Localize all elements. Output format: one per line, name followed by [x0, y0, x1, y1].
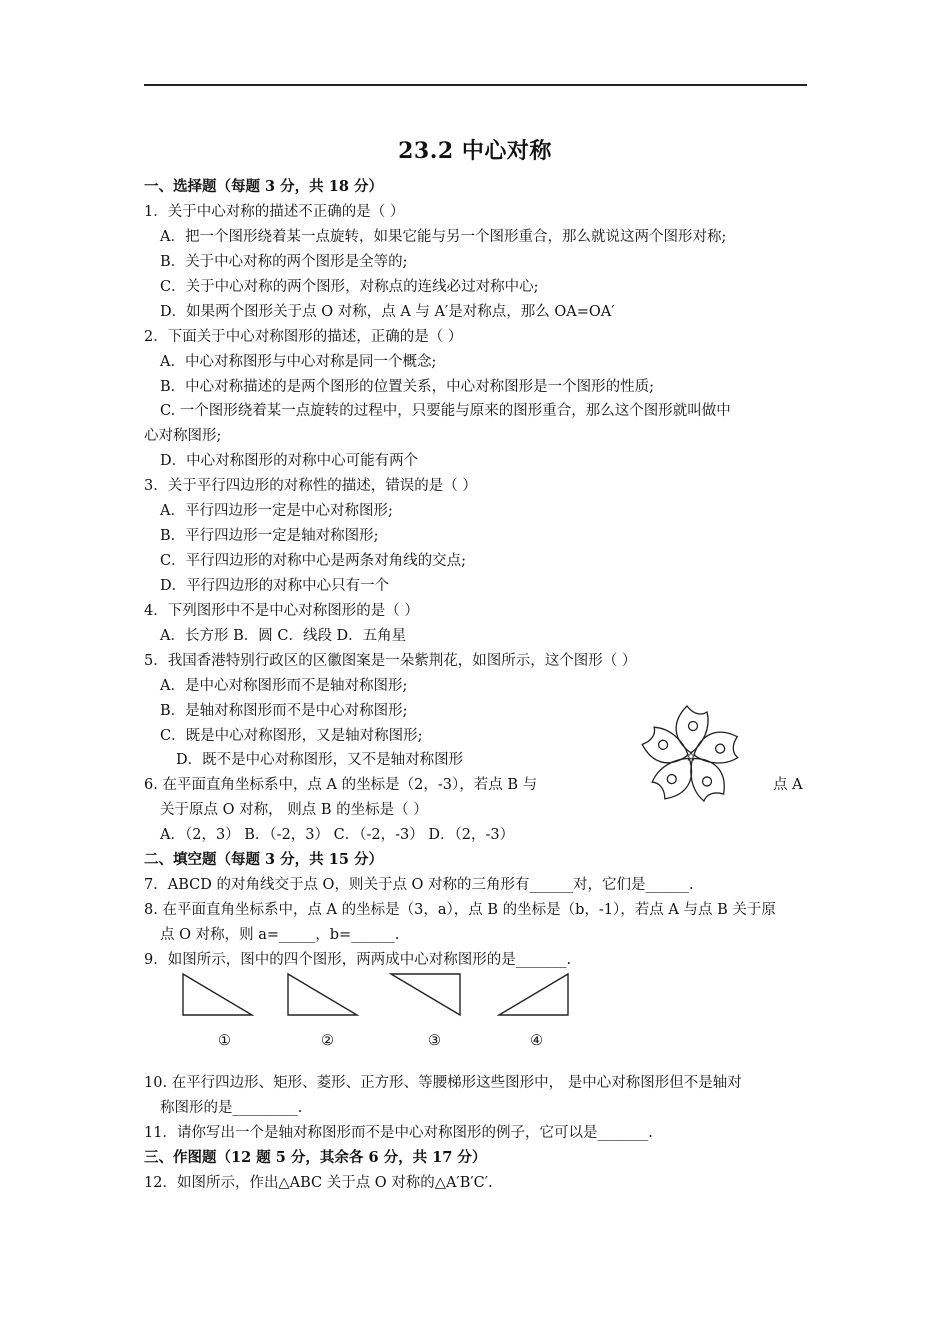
q5-stem: 5．我国香港特别行政区的区徽图案是一朵紫荆花，如图所示，这个图形（ ） [144, 653, 637, 669]
q7-text: 7．ABCD 的对角线交于点 O，则关于点 O 对称的三角形有______对，它们是______. [144, 877, 694, 893]
triangle-figure-1 [181, 972, 255, 1018]
q1-option-a: A．把一个图形绕着某一点旋转，如果它能与另一个图形重合，那么就说这两个图形对称; [160, 229, 727, 245]
q2-option-d: D．中心对称图形的对称中心可能有两个 [160, 453, 419, 469]
header-rule [144, 84, 807, 86]
q9-stem: 9．如图所示，图中的四个图形，两两成中心对称图形的是_______. [144, 952, 572, 968]
q6-stem-line1-tail: 点 A [773, 777, 803, 793]
q6-stem-line1: 6. 在平面直角坐标系中，点 A 的坐标是（2，-3），若点 B 与 [144, 777, 538, 793]
q2-stem: 2．下面关于中心对称图形的描述，正确的是（ ） [144, 329, 463, 345]
q5-option-d: D．既不是中心对称图形，又不是轴对称图形 [176, 752, 464, 768]
triangle-label-4: ④ [530, 1033, 543, 1049]
q2-option-c-line1: C. 一个图形绕着某一点旋转的过程中，只要能与原来的图形重合，那么这个图形就叫做中 [160, 403, 731, 419]
triangle-figure-2 [286, 972, 360, 1018]
q5-option-a: A．是中心对称图形而不是轴对称图形; [160, 678, 408, 694]
triangle-label-1: ① [218, 1033, 231, 1049]
section-fill-heading: 二、填空题（每题 3 分，共 15 分） [144, 851, 383, 868]
q5-option-b: B．是轴对称图形而不是中心对称图形; [160, 703, 408, 719]
q2-option-a: A．中心对称图形与中心对称是同一个概念; [160, 354, 437, 370]
q10-line1: 10. 在平行四边形、矩形、菱形、正方形、等腰梯形这些图形中， 是中心对称图形但不是轴对 [144, 1075, 742, 1091]
q1-option-d: D．如果两个图形关于点 O 对称，点 A 与 A′是对称点，那么 OA=OA′ [160, 304, 615, 320]
q6-stem-line2: 关于原点 O 对称， 则点 B 的坐标是（ ） [160, 802, 428, 818]
bauhinia-flower-figure [632, 700, 750, 812]
section-choice-heading: 一、选择题（每题 3 分，共 18 分） [144, 178, 383, 195]
q12-text: 12．如图所示，作出△ABC 关于点 O 对称的△A′B′C′. [144, 1175, 493, 1191]
q3-stem: 3．关于平行四边形的对称性的描述，错误的是（ ） [144, 478, 477, 494]
triangle-label-3: ③ [428, 1033, 441, 1049]
q1-option-b: B．关于中心对称的两个图形是全等的; [160, 254, 408, 270]
q3-option-b: B．平行四边形一定是轴对称图形; [160, 528, 379, 544]
q8-line2: 点 O 对称，则 a=_____，b=______. [160, 927, 400, 943]
q2-option-b: B．中心对称描述的是两个图形的位置关系，中心对称图形是一个图形的性质; [160, 379, 655, 395]
section-draw-heading: 三、作图题（12 题 5 分，其余各 6 分，共 17 分） [144, 1149, 487, 1166]
triangle-figure-3 [389, 972, 463, 1018]
q3-option-c: C．平行四边形的对称中心是两条对角线的交点; [160, 553, 466, 569]
q11-text: 11．请你写出一个是轴对称图形而不是中心对称图形的例子，它可以是_______. [144, 1125, 653, 1141]
page-title: 23.2 中心对称 [398, 138, 552, 164]
q4-stem: 4．下列图形中不是中心对称图形的是（ ） [144, 603, 419, 619]
q10-line2: 称图形的是_________. [160, 1100, 303, 1116]
q6-options: A．（2，3） B．（-2，3） C．（-2，-3） D．（2，-3） [160, 827, 515, 843]
q3-option-a: A．平行四边形一定是中心对称图形; [160, 503, 393, 519]
triangle-label-2: ② [321, 1033, 334, 1049]
q1-stem: 1．关于中心对称的描述不正确的是（ ） [144, 204, 405, 220]
q8-line1: 8. 在平面直角坐标系中，点 A 的坐标是（3，a），点 B 的坐标是（b，-1），若点 A 与点 B 关于原 [144, 902, 776, 918]
q5-option-c: C．既是中心对称图形，又是轴对称图形; [160, 728, 423, 744]
q4-options: A．长方形 B．圆 C．线段 D．五角星 [160, 628, 407, 644]
q3-option-d: D．平行四边形的对称中心只有一个 [160, 578, 390, 594]
triangle-figure-4 [497, 972, 571, 1018]
q2-option-c-line2: 心对称图形; [144, 428, 222, 444]
q1-option-c: C．关于中心对称的两个图形，对称点的连线必过对称中心; [160, 279, 539, 295]
